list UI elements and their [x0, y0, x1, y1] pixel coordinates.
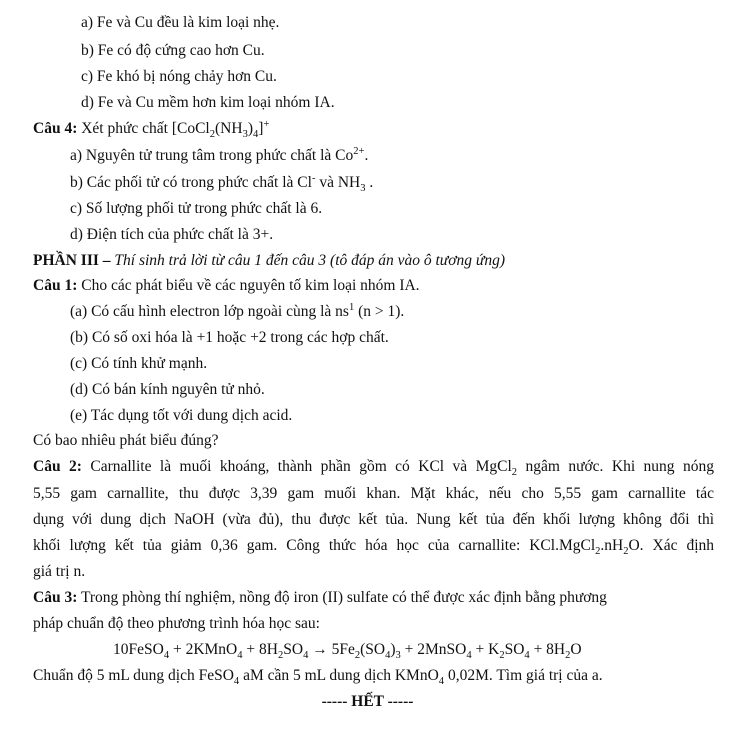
- end-marker: ----- HẾT -----: [321, 693, 414, 710]
- reaction-arrow: →: [308, 641, 332, 658]
- p3q1-statement-b: (b) Có số oxi hóa là +1 hoặc +2 trong các hợp chất.: [70, 329, 389, 346]
- q3-option-c: c) Fe khó bị nóng chảy hơn Cu.: [81, 68, 277, 85]
- p3q1-statement-c: (c) Có tính khử mạnh.: [70, 355, 208, 372]
- q4-label: Câu 4:: [33, 120, 78, 137]
- q4-option-b: b) Các phối tử có trong phức chất là Cl- và $NH_3$ .: [70, 172, 374, 195]
- p3q1-statement-e: (e) Tác dụng tốt với dung dịch acid.: [70, 407, 293, 424]
- part3-heading: PHẦN III – Thí sinh trả lời từ câu 1 đến câu 3 (tô đáp án vào ô tương ứng): [33, 252, 506, 269]
- p3q2-line-1: Câu 2: Carnallite là muối khoáng, thành phần gồm có KCl và MgCl$_2$ ngâm nước. Khi nung nóng: [33, 458, 714, 479]
- q4-option-a: a) Nguyên tử trung tâm trong phức chất là $Co^{2+}$.: [70, 145, 369, 164]
- q3-option-d: d) Fe và Cu mềm hơn kim loại nhóm IA.: [81, 94, 335, 111]
- q4-stem-text: Xét phức chất: [81, 120, 168, 137]
- q4-stem: [33, 119, 269, 139]
- p3q2-line-4: khối lượng kết tủa giảm 0,36 gam. Công thức hóa học của carnallite: $KCl.MgCl_2.nH_2O$. Xác định: [33, 537, 714, 558]
- p3q3-line-1: Câu 3: Trong phòng thí nghiệm, nồng độ iron (II) sulfate có thể được xác định bằng phương: [33, 589, 607, 606]
- p3q1-statement-d: (d) Có bán kính nguyên tử nhỏ.: [70, 381, 265, 398]
- p3q1-stem: Câu 1: Cho các phát biểu về các nguyên tố kim loại nhóm IA.: [33, 277, 420, 294]
- p3q2-line-3: dụng với dung dịch NaOH (vừa đủ), thu được kết tủa. Nung kết tủa đến khối lượng không đổi thì: [33, 511, 714, 528]
- p3q2-line-2: 5,55 gam carnallite, thu được 3,39 gam muối khan. Mặt khác, nếu cho 5,55 gam carnallite tác: [33, 485, 714, 502]
- p3q1-question: Có bao nhiêu phát biểu đúng?: [33, 432, 219, 449]
- q4-complex-formula: $[CoCl_2(NH_3)_4]^+$: [171, 118, 270, 141]
- p3q3-reaction-equation: 10FeSO$_4$ + 2KMnO$_4$ + $8H_2SO_4 \to 5Fe_2(SO_4)_3$ + 2MnSO$_4$ + $K_2SO_4 + 8H_2O$: [113, 641, 582, 662]
- p3q3-line-3: Chuẩn độ 5 mL dung dịch FeSO$_4$ aM cần 5 mL dung dịch KMnO$_4$ 0,02M. Tìm giá trị của a.: [33, 667, 603, 688]
- p3q2-line-5: giá trị n.: [33, 563, 86, 580]
- p3q3-line-2: pháp chuẩn độ theo phương trình hóa học sau:: [33, 615, 320, 632]
- p3q1-statement-a: (a) Có cấu hình electron lớp ngoài cùng là $ns^1$ (n > 1).: [70, 301, 405, 320]
- q3-option-b: b) Fe có độ cứng cao hơn Cu.: [81, 42, 265, 59]
- q4-option-d: d) Điện tích của phức chất là 3+.: [70, 226, 274, 243]
- q3-option-a: a) Fe và Cu đều là kim loại nhẹ.: [81, 14, 280, 31]
- q4-option-c: c) Số lượng phối tử trong phức chất là 6.: [70, 200, 323, 217]
